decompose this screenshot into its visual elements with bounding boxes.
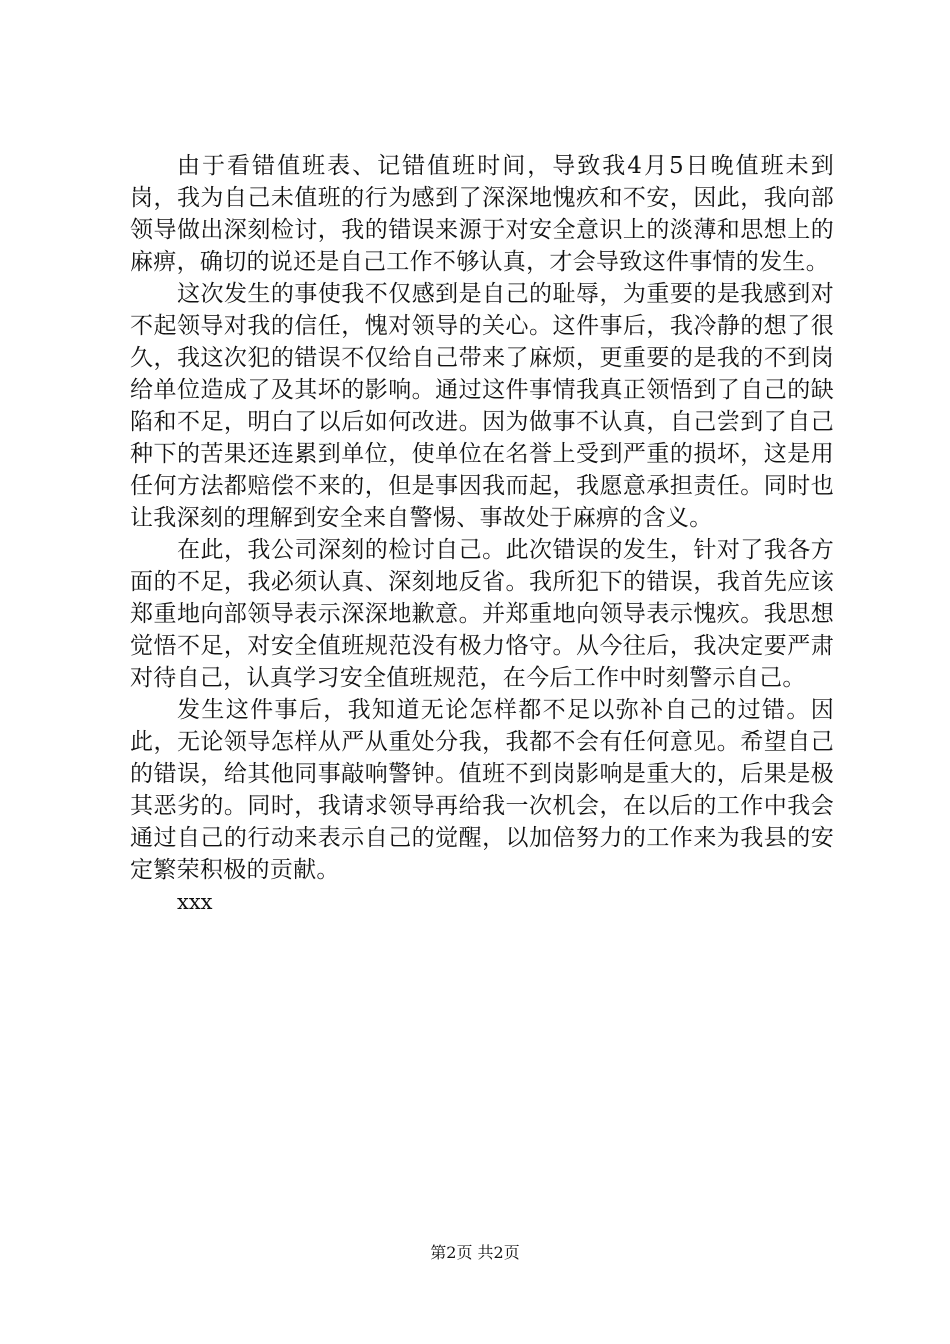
paragraph-2: 这次发生的事使我不仅感到是自己的耻辱，为重要的是我感到对不起领导对我的信任，愧对领导的关心。这件事后，我冷静的想了很久，我这次犯的错误不仅给自己带来了麻烦，更重要的是我的不到岗给单位造成了及其坏的影响。通过这件事情我真正领悟到了自己的缺陷和不足，明白了以后如何改进。因为做事不认真，自己尝到了自己种下的苦果还连累到单位，使单位在名誉上受到严重的损坏，这是用任何方法都赔偿不来的，但是事因我而起，我愿意承担责任。同时也让我深刻的理解到安全来自警惕、事故处于麻痹的含义。 bbox=[130, 281, 834, 531]
document-body bbox=[130, 150, 834, 918]
page-footer: 第2页 共2页 bbox=[430, 1243, 520, 1262]
paragraph-4: 发生这件事后，我知道无论怎样都不足以弥补自己的过错。因此，无论领导怎样从严从重处分我，我都不会有任何意见。希望自己的错误，给其他同事敲响警钟。值班不到岗影响是重大的，后果是极其恶劣的。同时，我请求领导再给我一次机会，在以后的工作中我会通过自己的行动来表示自己的觉醒，以加倍努力的工作来为我县的安定繁荣积极的贡献。 bbox=[130, 697, 834, 883]
paragraph-1: 由于看错值班表、记错值班时间，导致我4月5日晚值班未到岗，我为自己未值班的行为感到了深深地愧疚和不安，因此，我向部领导做出深刻检讨，我的错误来源于对安全意识上的淡薄和思想上的麻痹，确切的说还是自己工作不够认真，才会导致这件事情的发生。 bbox=[130, 153, 834, 275]
paragraph-3: 在此，我公司深刻的检讨自己。此次错误的发生，针对了我各方面的不足，我必须认真、深刻地反省。我所犯下的错误，我首先应该郑重地向部领导表示深深地歉意。并郑重地向领导表示愧疚。我思想觉悟不足，对安全值班规范没有极力恪守。从今往后，我决定要严肃对待自己，认真学习安全值班规范，在今后工作中时刻警示自己。 bbox=[130, 537, 834, 691]
signature: xxx bbox=[177, 890, 213, 914]
